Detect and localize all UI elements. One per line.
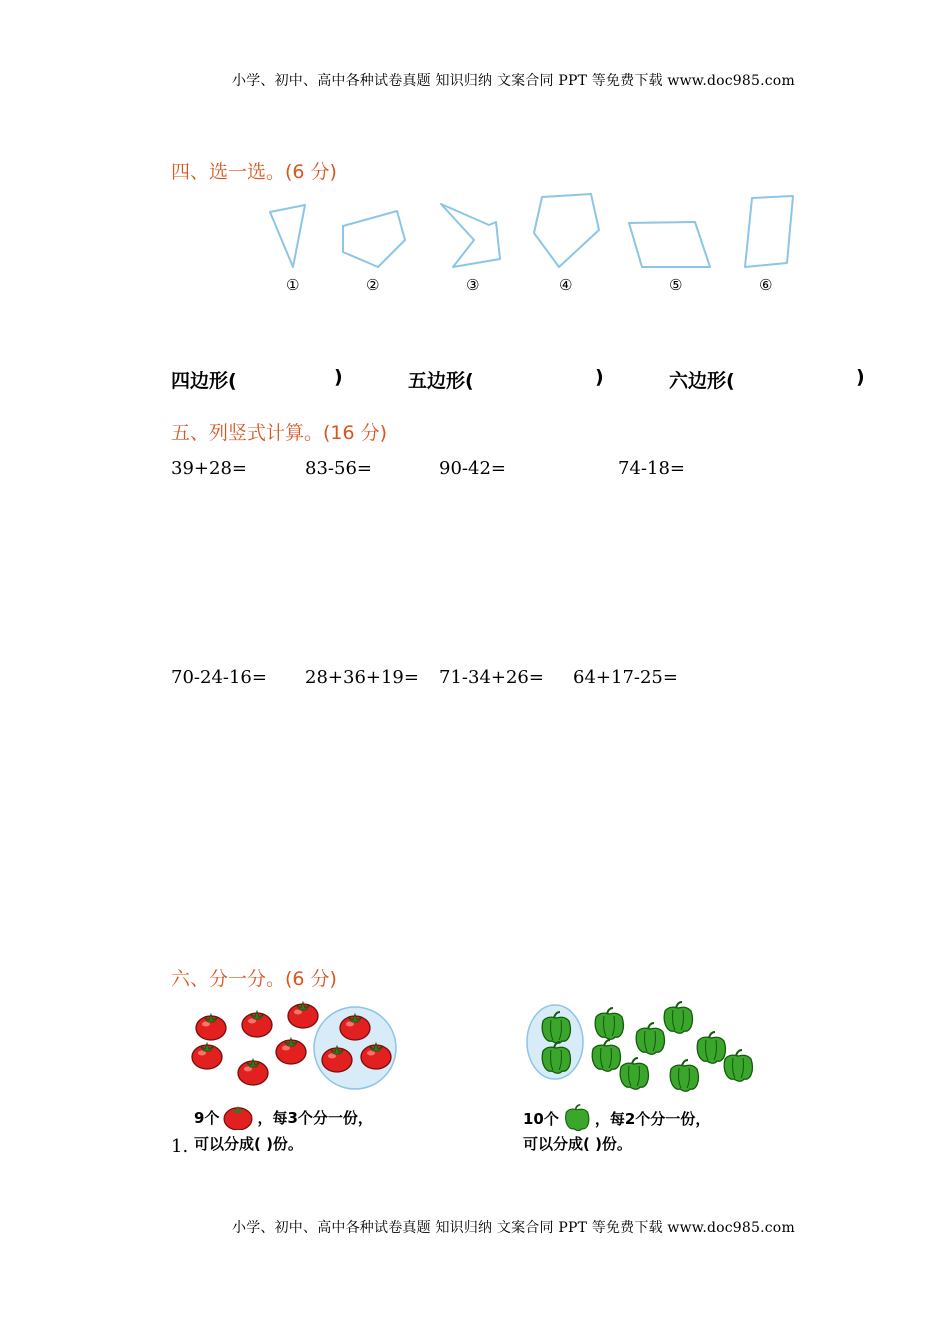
pepper-icon (636, 1023, 664, 1054)
shape-label-5: ⑤ (669, 276, 683, 294)
tomato-icon (192, 1043, 222, 1069)
tomato-icon (242, 1011, 272, 1037)
pepper-icon (724, 1050, 752, 1081)
hexagon-close: ) (856, 366, 865, 388)
header-banner: 小学、初中、高中各种试卷真题 知识归纳 文案合同 PPT 等免费下载 www.doc985.com (232, 73, 795, 89)
polygon-figures (0, 185, 950, 315)
tomato-rule: ，每3个分一份， (257, 1109, 373, 1127)
equation-2: 83-56= (305, 458, 372, 479)
section-6-title: 六、分一分。(6 分) (171, 968, 337, 990)
pepper-icon (670, 1060, 698, 1091)
polygon-2 (343, 211, 405, 267)
polygon-6 (745, 196, 793, 267)
pentagon-blank: 五边形( (408, 370, 474, 392)
section-4-title: 四、选一选。(6 分) (171, 161, 337, 183)
tomato-icon (288, 1002, 318, 1028)
tomato-icon (238, 1059, 268, 1085)
equation-6: 28+36+19= (305, 667, 419, 688)
tomato-illustration (185, 995, 425, 1095)
tomato-icon (276, 1038, 306, 1064)
footer-banner: 小学、初中、高中各种试卷真题 知识归纳 文案合同 PPT 等免费下载 www.doc985.com (232, 1220, 795, 1236)
pepper-icon (595, 1008, 623, 1039)
quadrilateral-close: ) (334, 366, 343, 388)
shape-label-2: ② (366, 276, 380, 294)
shape-label-6: ⑥ (759, 276, 773, 294)
pepper-line-2: 可以分成( )份。 (523, 1135, 632, 1153)
shape-label-4: ④ (559, 276, 573, 294)
pepper-rule: ，每2个分一份， (594, 1110, 711, 1128)
polygon-3 (441, 204, 500, 267)
polygon-1 (270, 205, 305, 267)
pepper-illustration (525, 995, 765, 1095)
hexagon-blank: 六边形( (669, 370, 735, 392)
pepper-icon (561, 1104, 593, 1132)
equation-3: 90-42= (439, 458, 506, 479)
pepper-icon (697, 1032, 725, 1063)
equation-1: 39+28= (171, 458, 247, 479)
equation-5: 70-24-16= (171, 667, 267, 688)
polygon-5 (629, 222, 710, 267)
polygon-4 (534, 194, 599, 267)
tomato-line-2: 可以分成( )份。 (194, 1135, 303, 1153)
equation-8: 64+17-25= (573, 667, 678, 688)
pepper-icon (592, 1040, 620, 1071)
quadrilateral-blank: 四边形( (171, 370, 237, 392)
equation-4: 74-18= (618, 458, 685, 479)
pepper-line-1 (523, 1104, 710, 1132)
tomato-line-1 (194, 1104, 373, 1130)
pepper-count: 10个 (523, 1110, 559, 1128)
pepper-icon (664, 1002, 692, 1033)
pepper-icon (620, 1058, 648, 1089)
shape-label-1: ① (286, 276, 300, 294)
shape-label-3: ③ (466, 276, 480, 294)
section-5-title: 五、列竖式计算。(16 分) (171, 422, 388, 444)
tomato-count: 9个 (194, 1109, 220, 1127)
equation-7: 71-34+26= (439, 667, 544, 688)
problem-number: 1. (171, 1136, 189, 1157)
tomato-icon (221, 1104, 255, 1130)
tomato-icon (196, 1014, 226, 1040)
pentagon-close: ) (595, 366, 604, 388)
